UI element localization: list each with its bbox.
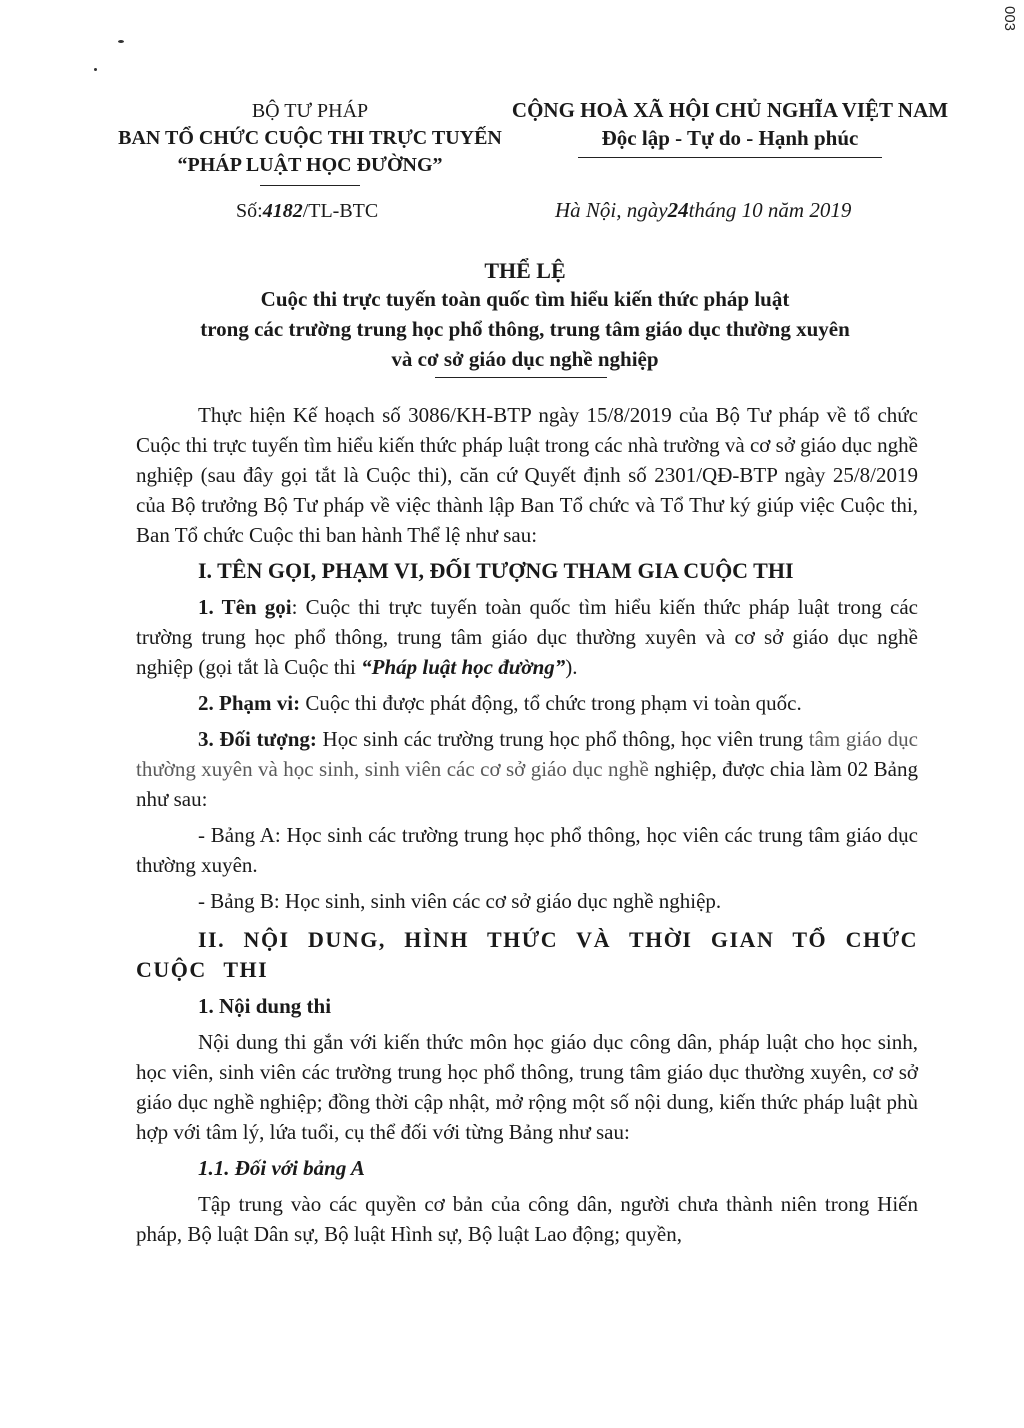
subsection-content-heading: 1. Nội dung thi (198, 994, 332, 1018)
document-subtitle (100, 284, 950, 374)
group-a-paragraph: - Bảng A: Học sinh các trường trung học phổ thông, học viên các trung tâm giáo dục thường xuyên. (136, 823, 918, 877)
ministry-name: BỘ TƯ PHÁP (251, 100, 369, 122)
country-name: CỘNG HOÀ XÃ HỘI CHỦ NGHĨA VIỆT NAM (511, 98, 949, 122)
section-2-heading: II. NỘI DUNG, HÌNH THỨC VÀ THỜI GIAN TỔ CHỨC CUỘC THI (136, 927, 918, 982)
issuer-underline (260, 185, 360, 186)
group-a-content-paragraph: Tập trung vào các quyền cơ bản của công dân, người chưa thành niên trong Hiến pháp, Bộ luật Dân sự, Bộ luật Hình sự, Bộ luật Lao động; quyền, (136, 1192, 918, 1246)
national-heading (505, 96, 955, 152)
issuer-block (105, 98, 515, 179)
scan-speck (94, 68, 97, 71)
section-1-heading: I. TÊN GỌI, PHẠM VI, ĐỐI TƯỢNG THAM GIA CUỘC THI (198, 558, 794, 583)
name-paragraph: 1. Tên gọi: Cuộc thi trực tuyến toàn quốc tìm hiểu kiến thức pháp luật trong các trường trung học phổ thông, trung tâm giáo dục thường xuyên và cơ sở giáo dục nghề nghiệp (gọi tắt là Cuộc thi “Pháp luật học đường”). (136, 595, 918, 679)
subtitle-line: trong các trường trung học phổ thông, trung tâm giáo dục thường xuyên (200, 317, 850, 341)
place-date: Hà Nội, ngày24tháng 10 năm 2019 (555, 198, 852, 222)
group-b-paragraph: - Bảng B: Học sinh, sinh viên các cơ sở giáo dục nghề nghiệp. (198, 889, 722, 913)
handwritten-number: 4182 (262, 200, 303, 222)
subtitle-line: Cuộc thi trực tuyến toàn quốc tìm hiểu kiến thức pháp luật (260, 287, 790, 311)
page-number: 003 (1001, 6, 1018, 32)
content-paragraph: Nội dung thi gắn với kiến thức môn học giáo dục công dân, pháp luật cho học sinh, học viên, sinh viên các trường trung học phổ thông, trung tâm giáo dục thường xuyên, cơ sở giáo dục nghề nghiệp; đồng thời cập nhật, mở rộng một số nội dung, kiến thức pháp luật phù hợp với tâm lý, lứa tuổi, cụ thể đối với từng Bảng như sau: (136, 1030, 918, 1144)
contest-name: “PHÁP LUẬT HỌC ĐƯỜNG” (177, 154, 443, 176)
document-number: Số:4182/TL-BTC (236, 200, 379, 222)
document-title: THỂ LỆ (484, 258, 566, 283)
intro-paragraph: Thực hiện Kế hoạch số 3086/KH-BTP ngày 15/8/2019 của Bộ Tư pháp về tổ chức Cuộc thi trực tuyến tìm hiểu kiến thức pháp luật trong các nhà trường và cơ sở giáo dục nghề nghiệp (sau đây gọi tắt là Cuộc thi), căn cứ Quyết định số 2301/QĐ-BTP ngày 25/8/2019 của Bộ trưởng Bộ Tư pháp về việc thành lập Ban Tổ chức và Tổ Thư ký giúp việc Cuộc thi, Ban Tổ chức Cuộc thi ban hành Thể lệ như sau: (136, 403, 918, 547)
committee-name: BAN TỔ CHỨC CUỘC THI TRỰC TUYẾN (118, 127, 502, 149)
subtitle-line: và cơ sở giáo dục nghề nghiệp (391, 347, 659, 371)
national-motto: Độc lập - Tự do - Hạnh phúc (601, 126, 859, 150)
subsection-group-a-heading: 1.1. Đối với bảng A (198, 1156, 365, 1180)
scan-speck (118, 40, 124, 43)
scope-paragraph: 2. Phạm vi: Cuộc thi được phát động, tổ chức trong phạm vi toàn quốc. (198, 691, 802, 715)
motto-underline (578, 157, 882, 158)
handwritten-day: 24 (667, 198, 689, 222)
target-paragraph: 3. Đối tượng: Học sinh các trường trung học phổ thông, học viên trung tâm giáo dục thường xuyên và học sinh, sinh viên các cơ sở giáo dục nghề nghiệp, được chia làm 02 Bảng như sau: (136, 727, 918, 811)
title-underline (435, 377, 607, 378)
document-body (136, 400, 918, 1249)
